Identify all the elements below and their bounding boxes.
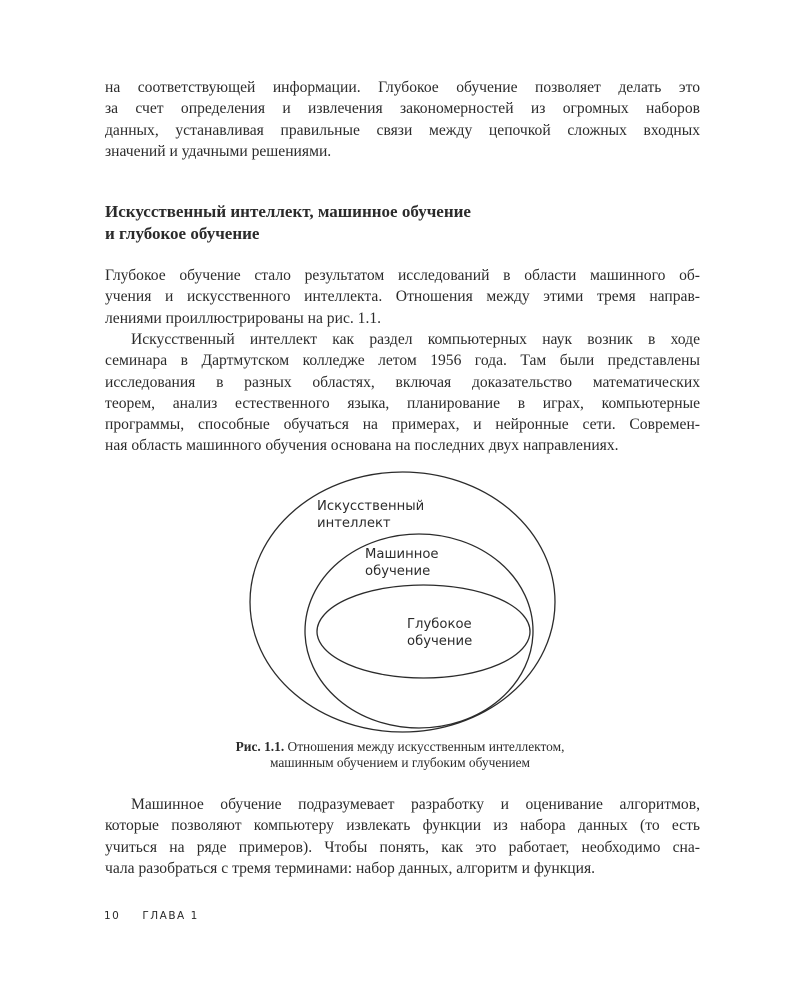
heading-line: Искусственный интеллект, машинное обучение: [105, 202, 471, 221]
dl-label-line1: Глубокое: [407, 617, 472, 632]
caption-text: Отношения между искусственным интеллектом,: [284, 739, 565, 754]
caption-line-2: машинным обучением и глубоким обучением: [269, 754, 531, 770]
dl-label-line2: обучение: [407, 634, 473, 649]
caption-prefix: Рис. 1.1.: [235, 739, 285, 754]
text-line: Глубокое обучение стало результатом исследований в области машинного об-: [105, 267, 700, 284]
text-line: ная область машинного обучения основана на последних двух направлениях.: [105, 437, 619, 455]
text-line: исследования в разных областях, включая доказательство математических: [105, 373, 700, 391]
page-footer: [104, 910, 221, 922]
paragraph-3: [105, 794, 700, 879]
text-line: чала разобраться с тремя терминами: набор данных, алгоритм и функция.: [105, 859, 596, 877]
text-line: учения и искусственного интеллекта. Отношения между этими тремя направ-: [105, 288, 700, 306]
text-line: данных, устанавливая правильные связи между цепочкой сложных входных: [105, 121, 700, 139]
text-line: за счет определения и извлечения закономерностей из огромных наборов: [105, 100, 700, 118]
text-line: семинара в Дартмутском колледже летом 1956 года. Там были представлены: [105, 352, 700, 370]
text-line: Машинное обучение подразумевает разработку и оценивание алгоритмов,: [131, 796, 700, 813]
text-line: на соответствующей информации. Глубокое обучение позволяет делать это: [105, 79, 700, 96]
text-line: лениями проиллюстрированы на рис. 1.1.: [105, 309, 382, 327]
text-line: Искусственный интеллект как раздел компьютерных наук возник в ходе: [131, 331, 700, 348]
text-line: учиться на ряде примеров). Чтобы понять, как это работает, необходимо сна-: [105, 838, 700, 856]
heading-line: и глубокое обучение: [105, 224, 260, 243]
ai-label-line2: интеллект: [317, 516, 391, 531]
ai-label-line1: Искусственный: [317, 499, 425, 514]
chapter-label: ГЛАВА 1: [142, 910, 199, 922]
page-number: 10: [104, 910, 121, 922]
caption-line-1: [160, 739, 640, 755]
ml-label-line1: Машинное: [365, 547, 439, 562]
text-line: теорем, анализ естественного языка, планирование в играх, компьютерные: [105, 394, 700, 412]
figure-caption: [160, 739, 640, 770]
text-line: программы, способные обучаться на примерах, и нейронные сети. Современ-: [105, 416, 700, 434]
text-line: которые позволяют компьютеру извлекать функции из набора данных (то есть: [105, 817, 700, 835]
text-line: значений и удачными решениями.: [105, 142, 332, 160]
ml-label-line2: обучение: [365, 564, 431, 579]
